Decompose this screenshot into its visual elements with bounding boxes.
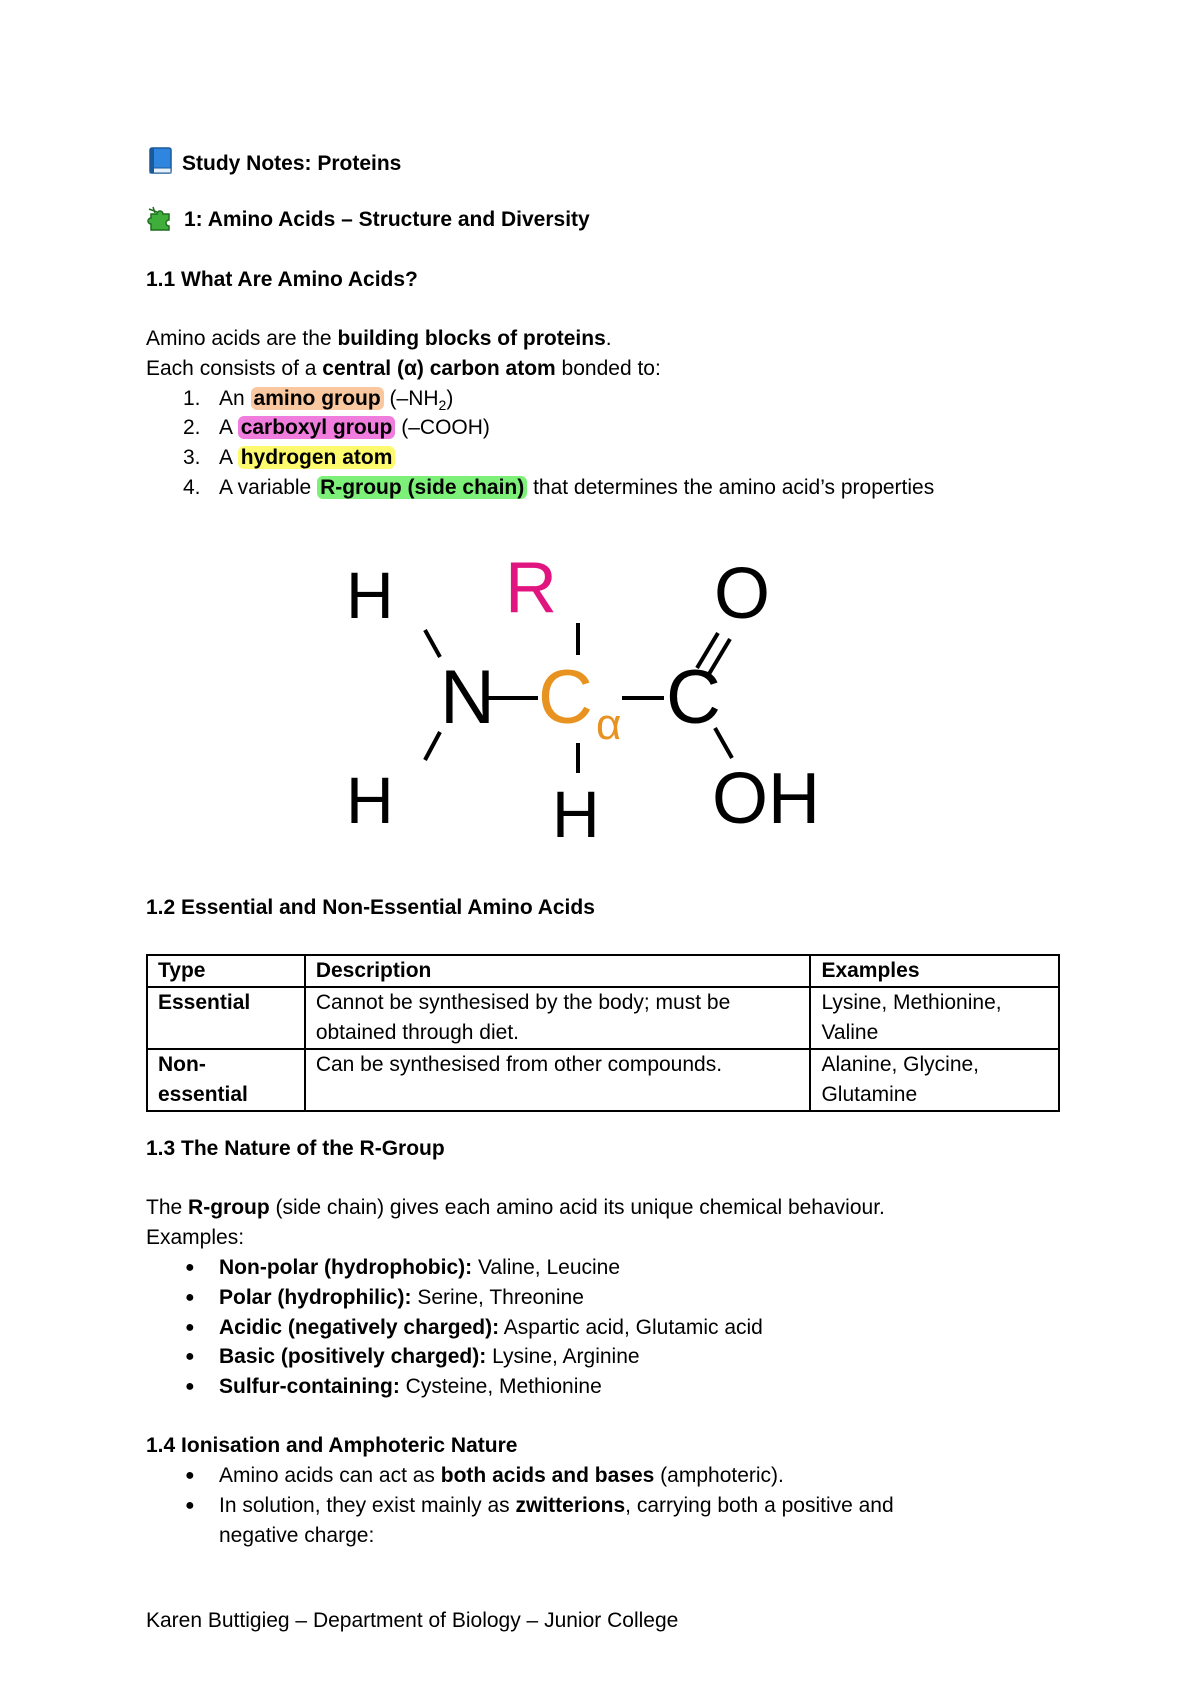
list-number: 4. [183,476,201,499]
list-item-text [219,413,490,443]
amino-acid-structure-diagram [346,545,850,855]
list-item-text [219,1283,584,1313]
highlighted-term: R-group (side chain) [317,476,527,499]
text: Each consists of a [146,357,323,380]
cell-text: Valine [821,1021,879,1044]
alpha-symbol: α [596,700,622,749]
bullet: ● [185,1319,195,1336]
list-number: 1. [183,387,201,410]
text: The [146,1196,189,1219]
table-header: Description [305,955,811,987]
subscript: 2 [438,397,447,414]
table-row [147,987,1059,1049]
cell-text: Cannot be synthesised by the body; must be [315,991,731,1014]
list-item-text [219,1491,894,1521]
cell-text: Lysine, Methionine, [821,991,1002,1014]
list-item-text [219,1253,620,1283]
text: In solution, they exist mainly as [219,1494,516,1517]
paragraph [146,354,661,384]
bold-text: Sulfur-containing: [219,1375,400,1398]
amino-acid-types-table [146,954,1060,1112]
text: negative charge: [219,1524,375,1547]
text: , carrying both a positive and [625,1494,894,1517]
cell-text: Can be synthesised from other compounds. [315,1053,723,1076]
text: Lysine, Arginine [486,1345,640,1368]
bold-text: Non-polar (hydrophobic): [219,1256,473,1279]
text: (–COOH) [395,416,490,439]
bullet: ● [185,1348,195,1365]
atom-c-alpha: C [538,655,593,740]
text: A [219,446,238,469]
document-title [146,147,401,184]
table-header: Examples [810,955,1059,987]
list-item-text [219,1461,784,1491]
table-cell-description [305,1049,811,1111]
bold-text: building blocks of proteins [337,327,606,350]
text: Serine, Threonine [411,1286,584,1309]
list-item-text [219,1372,602,1402]
highlighted-term: carboxyl group [238,416,396,439]
text: that determines the amino acid’s properties [527,476,935,499]
table-row [147,1049,1059,1111]
table-cell-type [147,1049,305,1111]
cell-text: obtained through diet. [315,1021,519,1044]
cell-text: Essential [158,991,251,1014]
subsection-heading-1-3: 1.3 The Nature of the R-Group [146,1137,445,1160]
bold-text: Polar (hydrophilic): [219,1286,412,1309]
page-footer: Karen Buttigieg – Department of Biology – Junior College [146,1609,679,1632]
paragraph [146,324,612,354]
table-cell-description [305,987,811,1049]
list-item-text [219,443,395,473]
bold-text: central (α) carbon atom [322,357,556,380]
bullet: ● [185,1259,195,1276]
text: (amphoteric). [654,1464,784,1487]
bold-text: both acids and bases [440,1464,655,1487]
subsection-heading-1-4: 1.4 Ionisation and Amphoteric Nature [146,1434,518,1457]
list-item-text [219,384,453,414]
paragraph: Examples: [146,1226,245,1249]
highlighted-term: hydrogen atom [238,446,396,469]
list-number: 2. [183,416,201,439]
bullet: ● [185,1467,195,1484]
bullet: ● [185,1497,195,1514]
list-item-text [219,1313,763,1343]
atom-r: R [505,548,557,628]
cell-text: essential [158,1083,248,1106]
text: . [605,327,612,350]
atom-c: C [666,655,721,740]
list-item-text [219,473,934,503]
atom-h-bottom: H [552,777,600,851]
text: Amino acids are the [146,327,338,350]
text: A [219,416,238,439]
bond-n-h-bottom [425,732,440,760]
atom-h-top-left: H [346,558,394,632]
section-heading-text: 1: Amino Acids – Structure and Diversity [184,208,590,231]
list-number: 3. [183,446,201,469]
text: Valine, Leucine [472,1256,621,1279]
bullet: ● [185,1378,195,1395]
atom-h-bottom-left: H [346,763,394,837]
text: Amino acids can act as [219,1464,441,1487]
table-header: Type [147,955,305,987]
table-cell-type [147,987,305,1049]
section-heading [146,205,590,240]
list-item-text [219,1342,640,1372]
subsection-heading-1-1: 1.1 What Are Amino Acids? [146,268,418,291]
bold-text: zwitterions [515,1494,626,1517]
text: Cysteine, Methionine [399,1375,602,1398]
blue-book-icon [146,147,174,184]
text: An [219,387,251,410]
green-puzzle-icon [146,205,176,240]
atom-o: O [714,554,771,634]
bond-n-h-top [425,630,440,657]
highlighted-term: amino group [251,387,384,410]
paragraph [146,1193,885,1223]
title-text: Study Notes: Proteins [182,152,402,175]
table-cell-examples [810,1049,1059,1111]
bold-text: R-group [188,1196,270,1219]
cell-text: Glutamine [821,1083,918,1106]
atom-n: N [440,655,495,740]
subsection-heading-1-2: 1.2 Essential and Non-Essential Amino Acids [146,896,595,919]
table-header-row [147,955,1059,987]
atom-oh: OH [712,759,820,839]
cell-text: Alanine, Glycine, [821,1053,980,1076]
text: A variable [219,476,318,499]
bullet: ● [185,1289,195,1306]
text: Aspartic acid, Glutamic acid [499,1316,763,1339]
bold-text: Basic (positively charged): [219,1345,487,1368]
text: ) [446,387,454,410]
text: (side chain) gives each amino acid its unique chemical behaviour. [269,1196,885,1219]
text: bonded to: [555,357,661,380]
bold-text: Acidic (negatively charged): [219,1316,500,1339]
text: (–NH [383,387,439,410]
table-cell-examples [810,987,1059,1049]
cell-text: Non- [158,1053,206,1076]
